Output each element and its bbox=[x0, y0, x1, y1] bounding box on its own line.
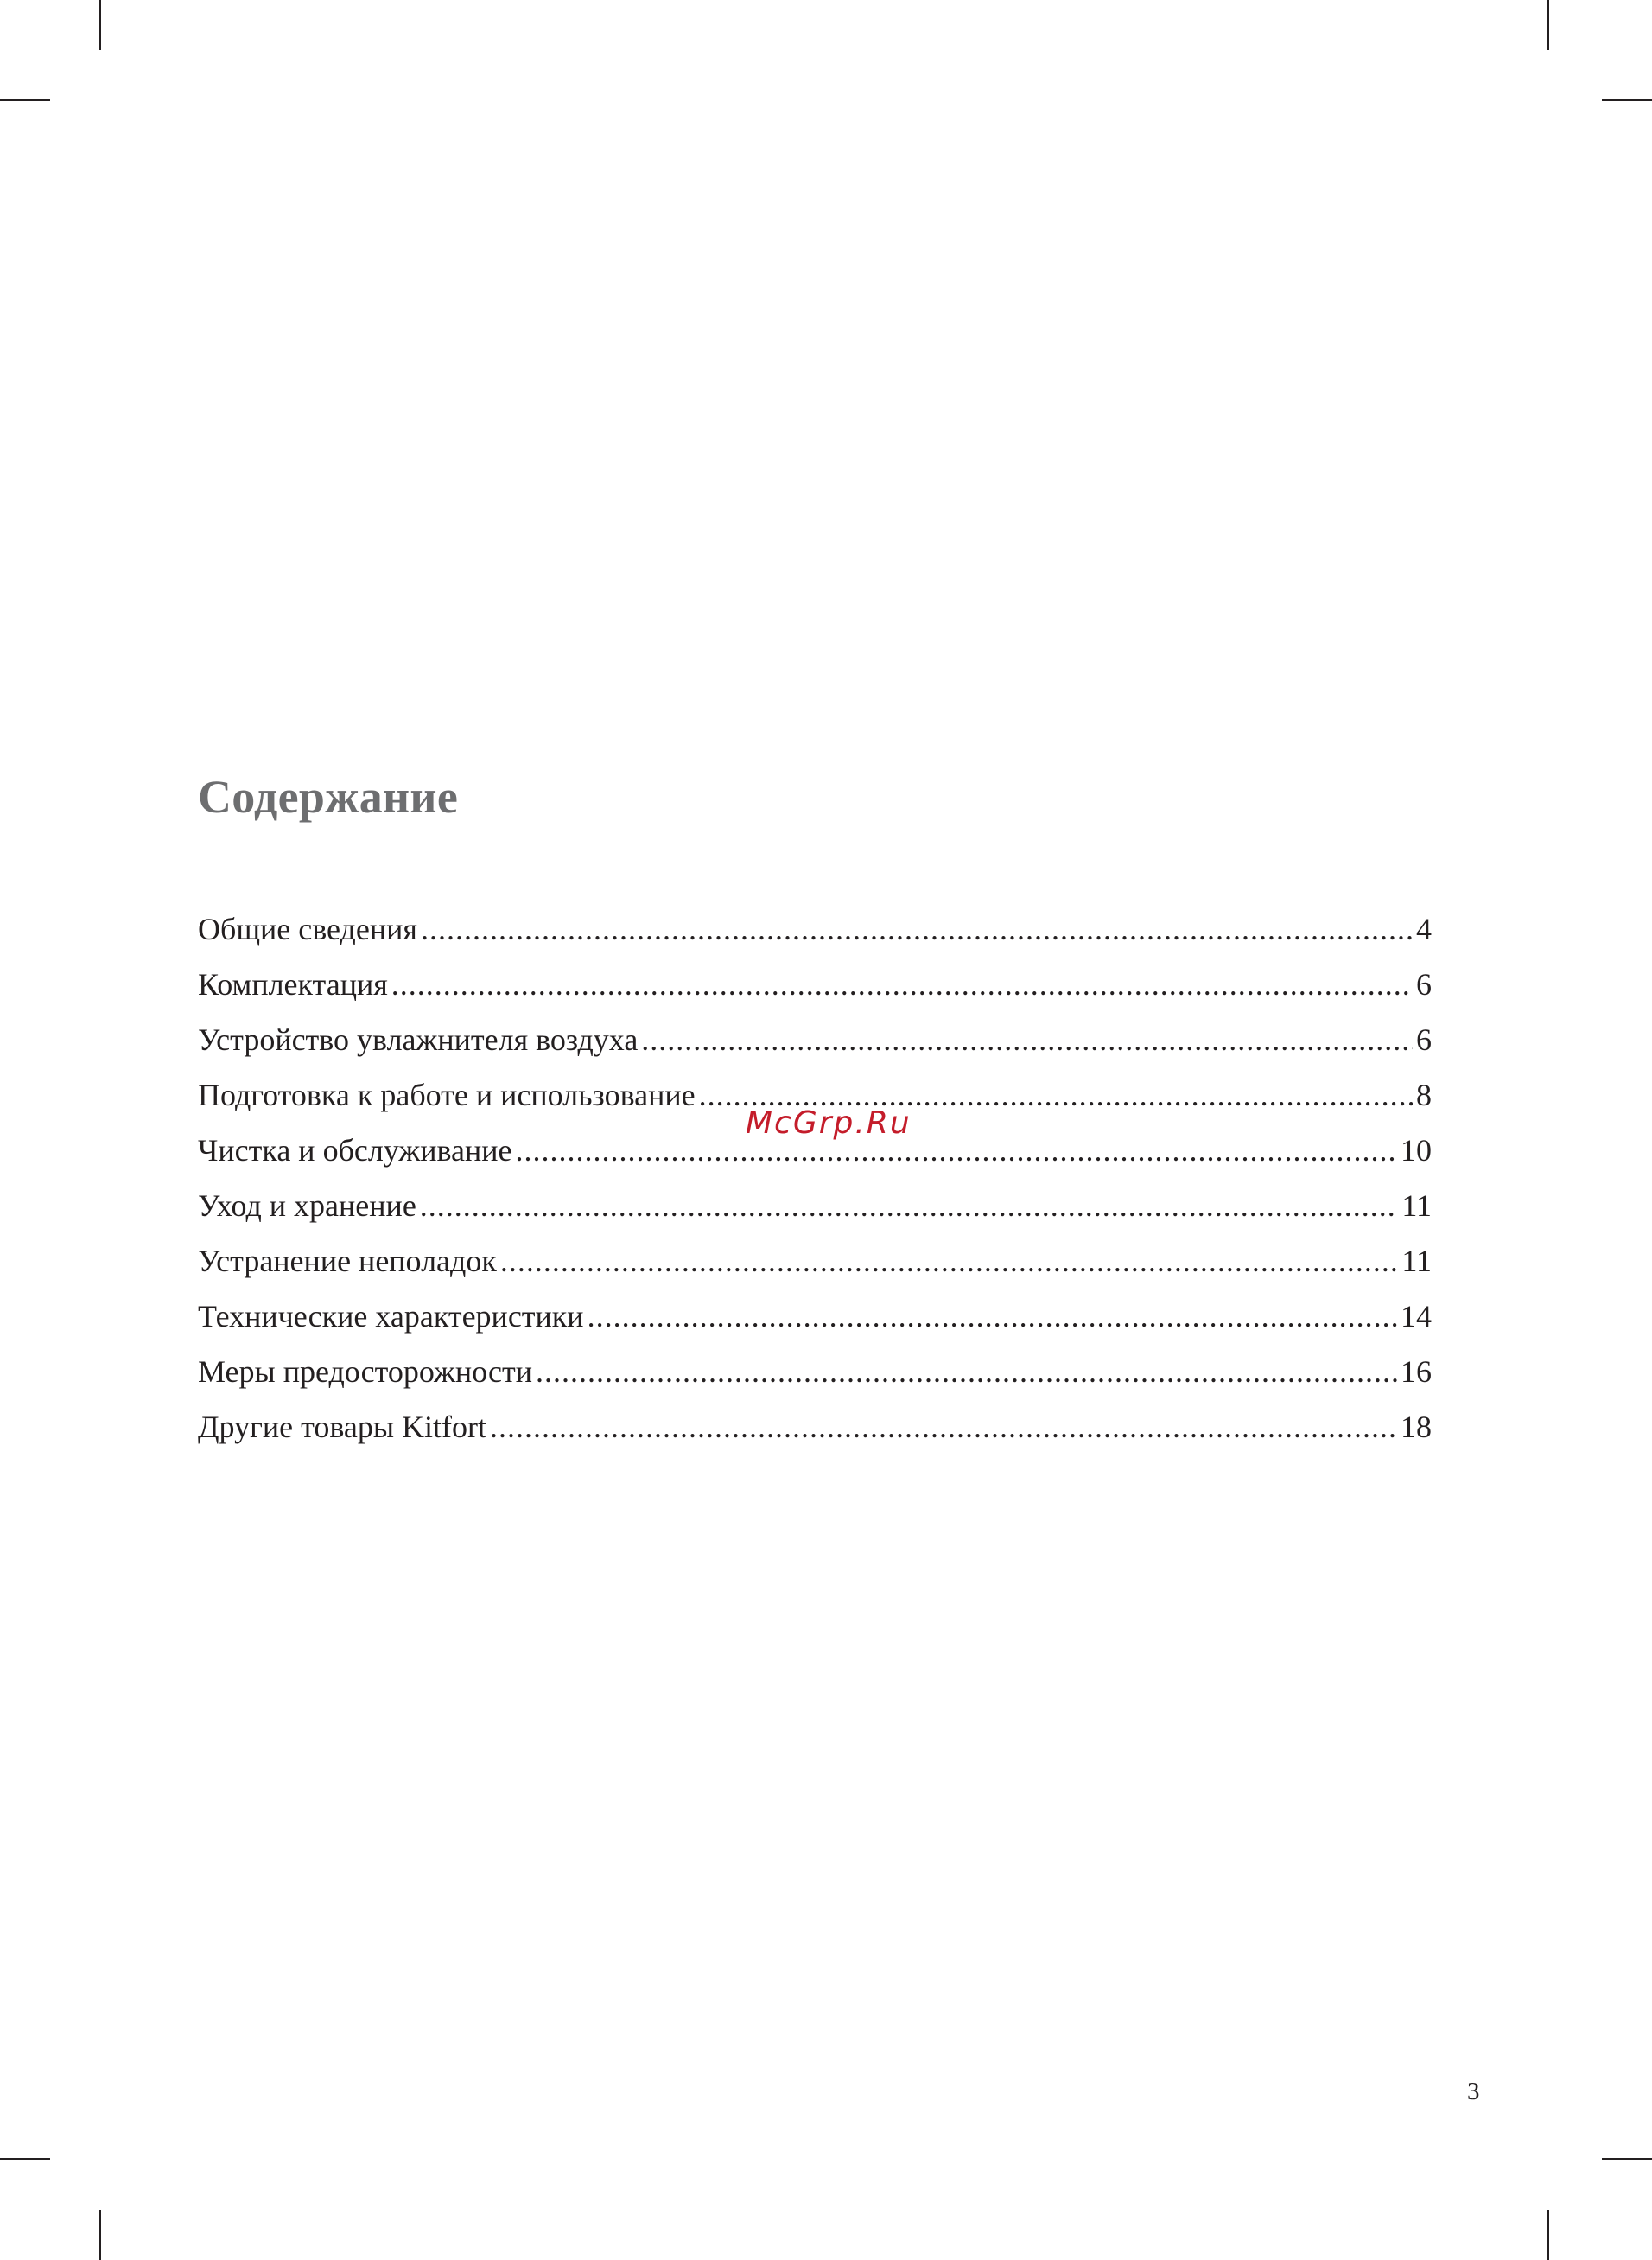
toc-entry-troubleshooting[interactable] bbox=[198, 1233, 1432, 1289]
toc-entry-page: 8 bbox=[1416, 1078, 1432, 1112]
page-number: 3 bbox=[1467, 2078, 1480, 2105]
toc-entry-label: Подготовка к работе и использование bbox=[198, 1078, 696, 1112]
toc-entry-page: 18 bbox=[1401, 1410, 1432, 1444]
crop-mark-top-left-vertical bbox=[99, 0, 101, 50]
crop-mark-bottom-left-horizontal bbox=[0, 2158, 50, 2160]
toc-entry-page: 6 bbox=[1416, 1022, 1432, 1057]
toc-entry-label: Чистка и обслуживание bbox=[198, 1133, 512, 1168]
toc-entry-humidifier-design[interactable] bbox=[198, 1012, 1432, 1067]
toc-entry-label: Общие сведения bbox=[198, 912, 417, 946]
toc-entry-page: 14 bbox=[1401, 1299, 1432, 1334]
toc-entry-package-contents[interactable] bbox=[198, 957, 1432, 1012]
toc-entry-label: Комплектация bbox=[198, 967, 388, 1002]
toc-entry-page: 10 bbox=[1401, 1133, 1432, 1168]
crop-mark-top-right-vertical bbox=[1547, 0, 1549, 50]
toc-entry-safety-precautions[interactable] bbox=[198, 1344, 1432, 1399]
toc-entry-label: Уход и хранение bbox=[198, 1188, 416, 1223]
toc-list bbox=[198, 901, 1432, 1455]
crop-mark-bottom-left-vertical bbox=[99, 2210, 101, 2260]
toc-leader-dots bbox=[641, 1012, 1413, 1067]
toc-entry-label: Устранение неполадок bbox=[198, 1244, 497, 1278]
toc-leader-dots bbox=[420, 1178, 1399, 1233]
toc-entry-care-and-storage[interactable] bbox=[198, 1178, 1432, 1233]
toc-entry-label: Меры предосторожности bbox=[198, 1354, 533, 1389]
toc-entry-general-info[interactable] bbox=[198, 901, 1432, 957]
toc-entry-label: Устройство увлажнителя воздуха bbox=[198, 1022, 639, 1057]
toc-entry-page: 6 bbox=[1416, 967, 1432, 1002]
toc-leader-dots bbox=[536, 1344, 1397, 1399]
toc-entry-label: Технические характеристики bbox=[198, 1299, 584, 1334]
crop-mark-top-left-horizontal bbox=[0, 99, 50, 101]
watermark-text: McGrp.Ru bbox=[746, 1105, 912, 1141]
toc-entry-label: Другие товары Kitfort bbox=[198, 1410, 487, 1444]
crop-mark-bottom-right-vertical bbox=[1547, 2210, 1549, 2260]
toc-title: Содержание bbox=[198, 771, 459, 823]
toc-leader-dots bbox=[391, 957, 1413, 1012]
crop-mark-bottom-right-horizontal bbox=[1602, 2158, 1652, 2160]
toc-leader-dots bbox=[421, 901, 1413, 957]
toc-leader-dots bbox=[500, 1233, 1398, 1289]
toc-entry-page: 11 bbox=[1401, 1244, 1432, 1278]
toc-entry-other-products[interactable] bbox=[198, 1399, 1432, 1455]
toc-entry-page: 16 bbox=[1401, 1354, 1432, 1389]
toc-leader-dots bbox=[490, 1399, 1397, 1455]
toc-entry-specifications[interactable] bbox=[198, 1289, 1432, 1344]
toc-leader-dots bbox=[516, 1123, 1398, 1178]
toc-entry-page: 11 bbox=[1401, 1188, 1432, 1223]
toc-leader-dots bbox=[588, 1289, 1397, 1344]
crop-mark-top-right-horizontal bbox=[1602, 99, 1652, 101]
toc-entry-page: 4 bbox=[1416, 912, 1432, 946]
